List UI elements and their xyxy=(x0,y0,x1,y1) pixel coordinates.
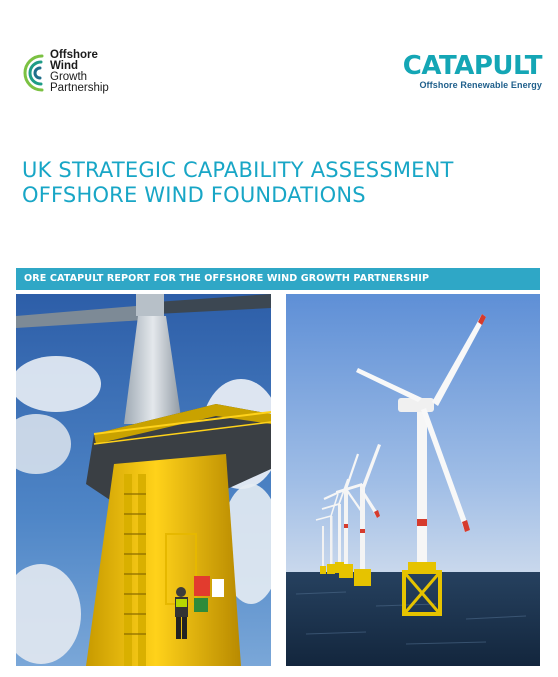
turbine-foundation-photo xyxy=(16,294,271,666)
offshore-wind-growth-partnership-logo xyxy=(22,50,132,96)
report-banner: ORE CATAPULT REPORT FOR THE OFFSHORE WIND GROWTH PARTNERSHIP xyxy=(16,268,540,290)
turbine-foundation-image xyxy=(16,294,271,666)
owgp-logo-text xyxy=(50,50,109,94)
owgp-logo-mark-icon xyxy=(22,50,48,96)
catapult-tagline: Offshore Renewable Energy xyxy=(419,80,542,90)
report-title-line-2: OFFSHORE WIND FOUNDATIONS xyxy=(22,183,366,207)
owgp-line-wind: Wind xyxy=(50,60,78,72)
report-title-line-1: UK STRATEGIC CAPABILITY ASSESSMENT xyxy=(22,158,454,182)
owgp-line-growth: Growth xyxy=(50,71,88,83)
report-title xyxy=(22,158,454,208)
wind-farm-photo xyxy=(286,294,540,666)
owgp-line-offshore: Offshore xyxy=(50,49,98,61)
wind-farm-image xyxy=(286,294,540,666)
catapult-wordmark: CATAPULT xyxy=(402,51,542,81)
catapult-logo xyxy=(402,52,542,94)
owgp-line-partnership: Partnership xyxy=(50,82,109,94)
